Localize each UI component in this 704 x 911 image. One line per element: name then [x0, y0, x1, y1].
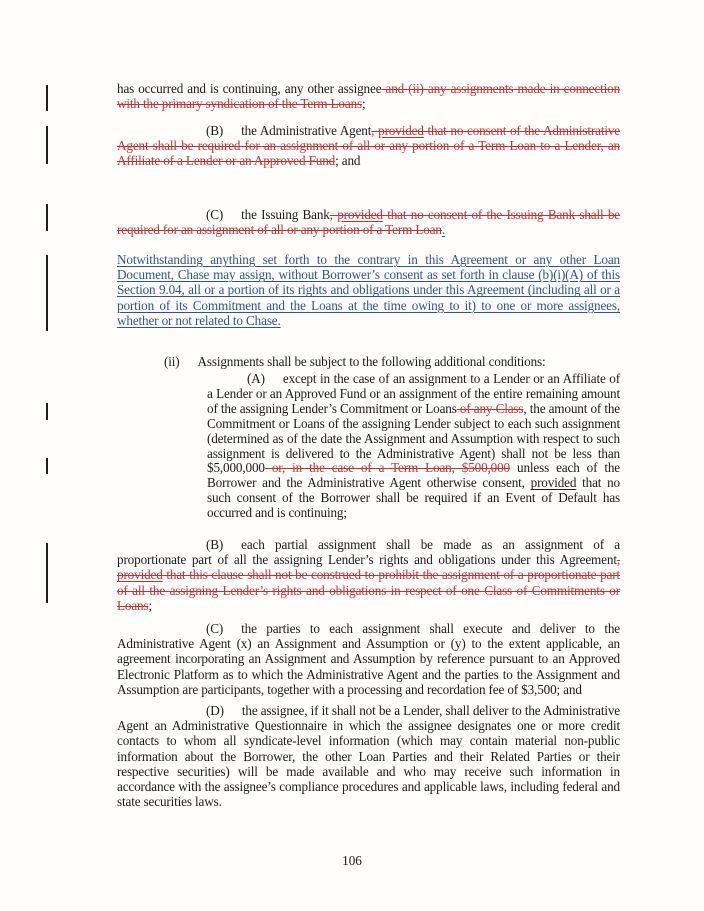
deleted-text-run: that this clause shall not be construed to prohibit the assignment of a proportionate part of all the assigning Lender’s rights and obligations in respect of one Class of Commitments or Loans — [117, 567, 620, 613]
text-run: provided — [530, 475, 577, 491]
deleted-text-run: and (ii) any assignments made in connection with the primary syndication of the Term Loans — [117, 81, 621, 112]
deleted-text-run: or, in the case of a Term Loan, $500,000 — [264, 460, 511, 476]
deleted-text-run: that no consent of the Issuing Bank shall be required for an assignment of all or any portion of a Term Loan — [117, 207, 620, 238]
inserted-text-run: . — [441, 222, 445, 238]
clause-b-administrative-agent-paragraph — [117, 123, 620, 169]
clause-label: (B) — [206, 537, 224, 552]
text-run: , the amount of the Commitment or Loans of the assigning Lender subject to each such assignment (determined as of the date the Assignment and Assumption with respect to such assignment is delivered to the Administrative Agent) shall not be less than $5,000,000 — [207, 400, 621, 476]
change-bar — [46, 458, 48, 474]
clause-c-issuing-bank-paragraph — [117, 207, 620, 237]
text-run: except in the case of an assignment to a Lender or an Affiliate of a Lender or an Approved Fund or an assignment of the entire remaining amount of the assigning Lender’s Commitment or Loans — [207, 371, 620, 416]
change-bar — [46, 403, 48, 420]
text-run: ; — [148, 597, 152, 613]
page-number: 106 — [342, 853, 362, 868]
text-run: each partial assignment shall be made as an assignment of a proportionate part of all the assigning Lender’s rights and obligations under this Agreement — [117, 537, 620, 568]
deleted-text-run: provided — [378, 123, 424, 138]
text-run: ; and — [335, 153, 361, 169]
text-run: the parties to each assignment shall execute and deliver to the Administrative Agent (x) an Assignment and Assumption or (y) to the extent applicable, an agreement incorporating an Assignment and Assumption by reference pursuant to an Approved Electronic Platform as to which the Administrative Agent and the parties to the Assignment and Assumption are participants, together with a processing and recordation fee of $3,500; and — [117, 621, 620, 697]
clause-label: (C) — [206, 621, 224, 636]
clause-label: (B) — [206, 123, 224, 138]
text-run: Assignments shall be subject to the following additional conditions: — [197, 354, 546, 369]
text-run: unless each of the Borrower and the Administrative Agent otherwise consent, — [207, 460, 621, 491]
change-bar — [46, 204, 48, 231]
change-bar — [46, 85, 48, 111]
deleted-text-run: that no consent of the Administrative Agent shall be required for an assignment of all or any portion of a Term Loan to a Lender, an Affiliate of a Lender or an Approved Fund — [117, 123, 620, 169]
text-run: has occurred and is continuing, any other assignee — [117, 81, 382, 96]
condition-b-paragraph — [117, 537, 620, 613]
condition-c-paragraph — [117, 621, 620, 697]
clause-label: (D) — [206, 703, 224, 718]
condition-a-paragraph — [207, 372, 620, 521]
clause-i-continuation-paragraph — [117, 81, 620, 111]
clause-ii-heading-paragraph — [117, 354, 620, 369]
deleted-text-run: provided — [337, 207, 383, 222]
change-bar — [46, 126, 48, 164]
change-bar — [46, 543, 48, 603]
text-run: the Administrative Agent — [241, 123, 372, 138]
clause-label: (ii) — [164, 354, 180, 369]
clause-label: (C) — [206, 207, 224, 222]
inserted-text-run: Notwithstanding anything set forth to the contrary in this Agreement or any other Loan Document, Chase may assign, without Borrower’s consent as set forth in clause (b)(i)(A) of this Section 9.04, all or a portion of its rights and obligations under this Agreement (including all or a portion of its Commitment and the Loans at the time owing to it) to one or more assignees, whether or not related to Chase. — [117, 252, 620, 328]
deleted-text-run: , — [371, 123, 379, 138]
text-run: the Issuing Bank — [241, 207, 330, 222]
text-run: that no such consent of the Borrower shall be required if an Event of Default has occurred and is continuing; — [207, 475, 621, 521]
condition-d-paragraph — [117, 703, 620, 809]
deleted-text-run: , — [616, 552, 620, 568]
deleted-text-run: of any Class — [456, 400, 524, 416]
deleted-text-run: provided — [117, 567, 163, 583]
change-bar — [46, 255, 48, 331]
text-run: the assignee, if it shall not be a Lender, shall deliver to the Administrative Agent an Administrative Questionnaire in which the assignee designates one or more credit contacts to whom all syndicate-level information (which may contain material non-public information about the Borrower, the other Loan Parties and their Related Parties or their respective securities) will be made available and who may receive such information in accordance with the assignee’s compliance procedures and applicable laws, including federal and state securities laws. — [117, 703, 620, 810]
deleted-text-run: , — [329, 207, 338, 222]
inserted-notwithstanding-paragraph — [117, 252, 620, 328]
text-run: ; — [362, 96, 366, 112]
clause-label: (A) — [247, 371, 265, 386]
